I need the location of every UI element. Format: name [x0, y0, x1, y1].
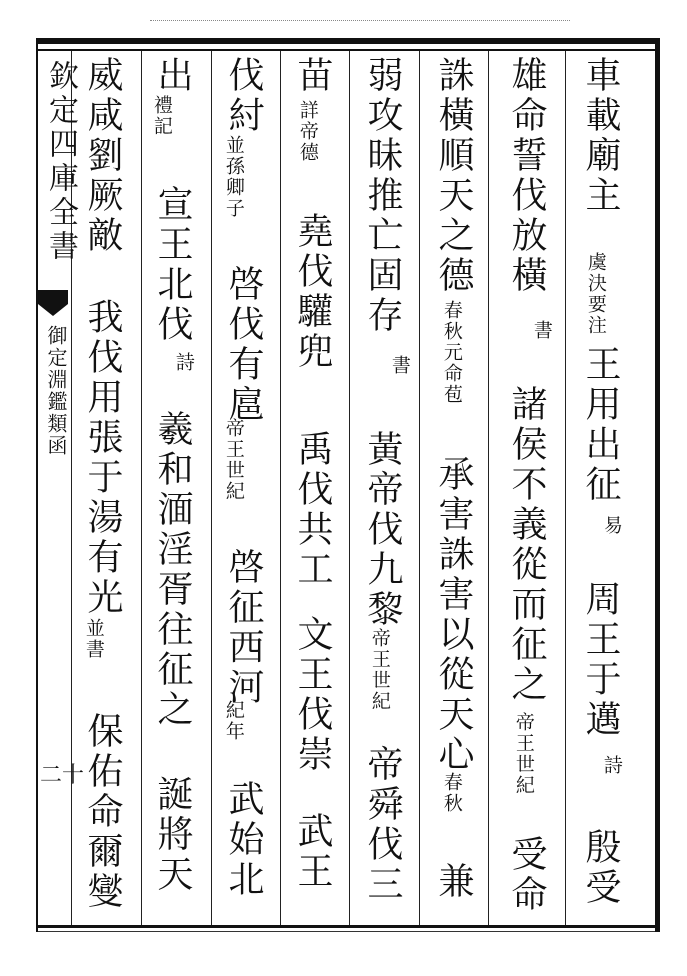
main-text: 禹伐共工 — [292, 430, 333, 590]
annotation: 虞決要注 — [584, 252, 607, 336]
top-margin-marks — [150, 20, 570, 31]
book-title: 欽定四庫全書 — [43, 60, 78, 264]
frame-top-border — [36, 38, 660, 44]
main-text: 諸侯不義從而征之 — [506, 385, 547, 705]
main-text: 誕將天 — [152, 775, 193, 895]
frame-bottom-inner-border — [36, 931, 660, 932]
annotation: 並孫卿子 — [222, 135, 245, 219]
main-text: 羲和湎淫胥往征之 — [152, 410, 193, 730]
annotation: 詩 — [600, 755, 623, 776]
main-text: 啓征西河 — [223, 548, 264, 708]
column-divider — [280, 51, 281, 925]
main-text: 威咸劉厥敵 — [82, 56, 123, 256]
main-text: 承害誅害以從天心 — [433, 455, 474, 775]
column-divider — [565, 51, 566, 925]
annotation: 書 — [388, 355, 411, 376]
annotation: 帝王世紀 — [512, 712, 535, 796]
fishtail-mark — [38, 290, 68, 304]
frame-right-border — [655, 38, 660, 932]
main-text: 殷受 — [580, 828, 621, 908]
annotation: 書 — [530, 320, 553, 341]
column-divider — [419, 51, 420, 925]
annotation: 詩 — [172, 352, 195, 373]
main-text: 帝舜伐三 — [362, 745, 403, 905]
main-text: 伐紂 — [223, 56, 264, 136]
annotation: 禮記 — [150, 95, 173, 137]
main-text: 苗 — [292, 56, 333, 96]
annotation: 帝王世紀 — [222, 418, 245, 502]
main-text: 車載廟主 — [580, 56, 621, 216]
main-text: 啓伐有扈 — [223, 265, 264, 425]
main-text: 黃帝伐九黎 — [362, 430, 403, 630]
annotation: 並書 — [82, 618, 105, 660]
main-text: 武始北 — [223, 780, 264, 900]
text-column-1 — [580, 56, 621, 216]
main-text: 受命 — [506, 835, 547, 915]
fishtail-notch — [38, 304, 68, 316]
annotation: 春秋 — [440, 772, 463, 814]
annotation: 詳帝德 — [296, 100, 319, 163]
main-text: 我伐用張于湯有光 — [82, 298, 123, 618]
column-divider — [488, 51, 489, 925]
frame-bottom-border — [36, 925, 660, 928]
annotation: 帝王世紀 — [368, 628, 391, 712]
main-text: 王用出征 — [580, 345, 621, 505]
annotation: 紀年 — [222, 700, 245, 742]
column-divider — [141, 51, 142, 925]
main-text: 堯伐驩兜 — [292, 212, 333, 372]
main-text: 出 — [152, 56, 193, 96]
column-divider — [349, 51, 350, 925]
main-text: 武王 — [292, 812, 333, 892]
main-text: 周王于邁 — [580, 580, 621, 740]
column-divider — [211, 51, 212, 925]
frame-top-inner-border — [36, 49, 660, 51]
main-text: 弱攻昧推亡固存 — [362, 56, 403, 336]
main-text: 兼 — [433, 862, 474, 902]
main-text: 雄命誓伐放橫 — [506, 56, 547, 296]
main-text: 誅橫順天之德 — [433, 56, 474, 296]
main-text: 宣王北伐 — [152, 185, 193, 345]
main-text: 保佑命爾燮 — [82, 712, 123, 912]
annotation: 春秋元命苞 — [440, 300, 463, 405]
page-number: 二十 — [40, 763, 85, 788]
main-text: 文王伐崇 — [292, 615, 333, 775]
work-title: 御定淵鑑類函 — [44, 325, 68, 457]
annotation: 易 — [600, 515, 623, 536]
